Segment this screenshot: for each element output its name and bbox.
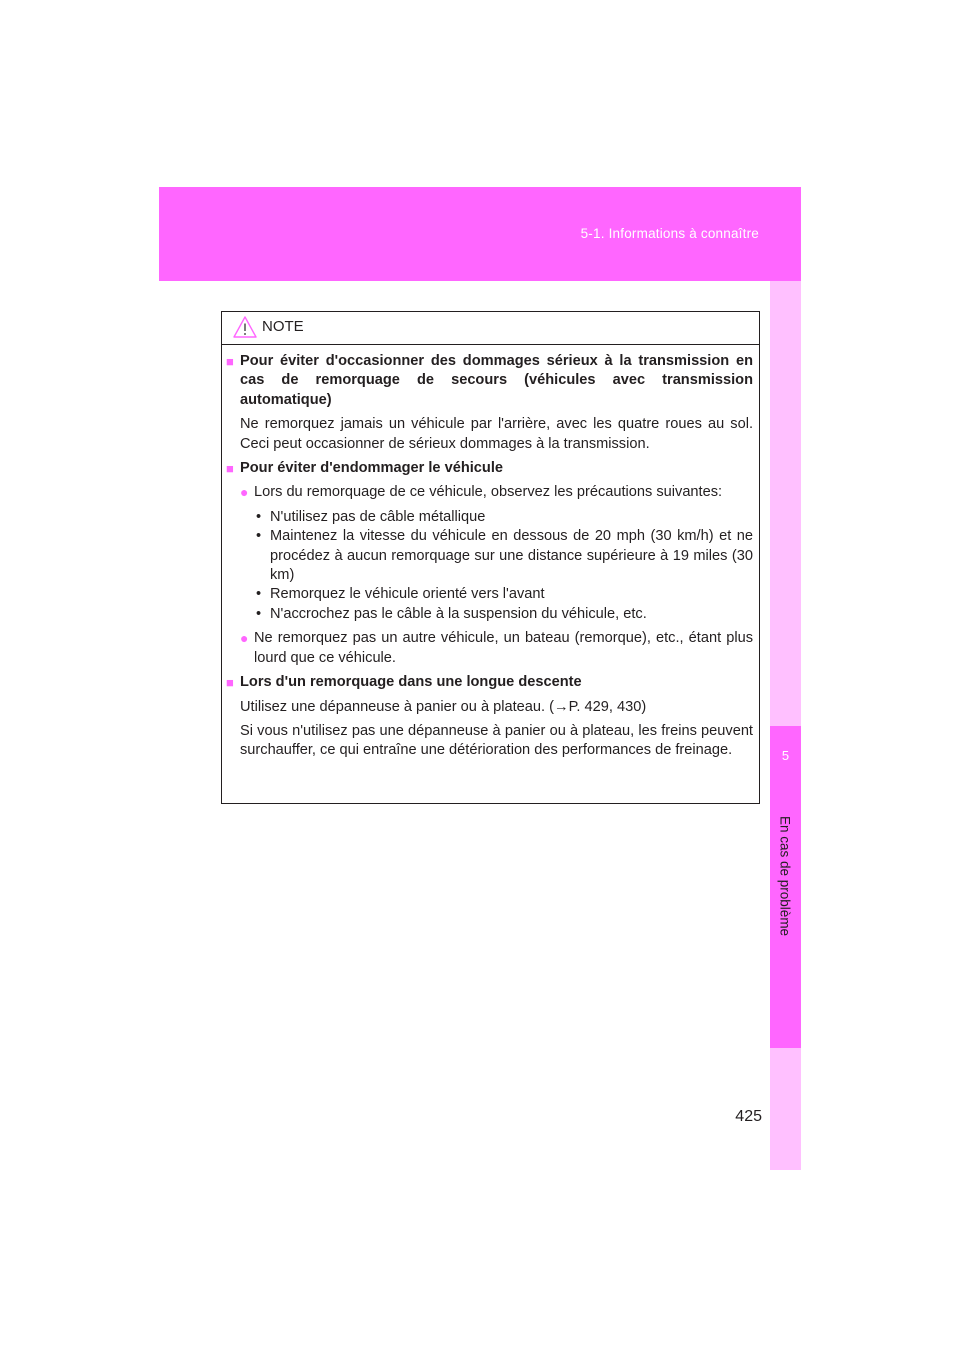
- bullet-item: • Remorquez le véhicule orienté vers l'avant: [256, 586, 545, 603]
- warning-triangle-icon: [233, 316, 257, 343]
- note-section: [226, 352, 753, 454]
- paragraph: Si vous n'utilisez pas une dépanneuse à panier ou à plateau, les freins peuvent surchauffer, ce qui entraîne une détérioration des performances de freinage.: [240, 722, 753, 759]
- note-section: [226, 673, 753, 761]
- square-bullet-icon: ■: [226, 354, 234, 369]
- section-heading: ■ Pour éviter d'occasionner des dommages sérieux à la transmission en cas de remorquage de secours (véhicules avec transmission automatique): [226, 352, 753, 410]
- circle-bullet-icon: ●: [240, 484, 249, 501]
- note-section: [226, 459, 753, 668]
- chapter-tab: [770, 726, 801, 1048]
- paragraph: Utilisez une dépanneuse à panier ou à plateau. (→P. 429, 430): [240, 698, 647, 715]
- page-number: 425: [735, 1108, 762, 1125]
- note-header: [222, 312, 759, 345]
- circle-bullet-icon: ●: [240, 630, 249, 647]
- chapter-label: En cas de problème: [777, 816, 793, 937]
- bullet-list: [226, 508, 753, 624]
- chapter-number: 5: [781, 748, 790, 763]
- section-heading: ■ Lors d'un remorquage dans une longue descente: [226, 673, 753, 692]
- list-item: ● Lors du remorquage de ce véhicule, observez les précautions suivantes:: [239, 483, 753, 502]
- list-item: ● Ne remorquez pas un autre véhicule, un bateau (remorque), etc., étant plus lourd que ce véhicule.: [239, 629, 753, 668]
- bullet-item: • N'utilisez pas de câble métallique: [256, 508, 486, 525]
- bullet-item: • Maintenez la vitesse du véhicule en dessous de 20 mph (30 km/h) et ne procédez à aucun remorquage sur une distance supérieure à 19 miles (30 km): [256, 528, 753, 584]
- section-heading: ■ Pour éviter d'endommager le véhicule: [226, 459, 753, 478]
- note-body: [222, 352, 759, 766]
- paragraph: Ne remorquez jamais un véhicule par l'arrière, avec les quatre roues au sol. Ceci peut occasionner de sérieux dommages à la transmission.: [240, 416, 753, 452]
- note-box: [221, 311, 760, 804]
- note-label: NOTE: [262, 318, 304, 335]
- header-band: [159, 187, 801, 281]
- square-bullet-icon: ■: [226, 675, 234, 691]
- section-title: 5-1. Informations à connaître: [580, 226, 759, 241]
- bullet-item: • N'accrochez pas le câble à la suspension du véhicule, etc.: [256, 605, 647, 622]
- square-bullet-icon: ■: [226, 461, 234, 477]
